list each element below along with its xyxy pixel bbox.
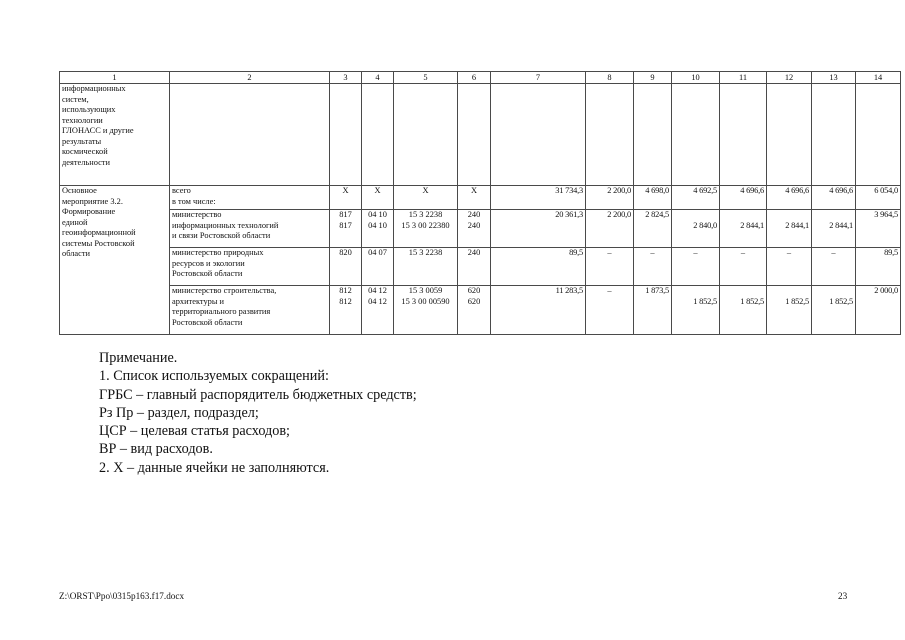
amount-cell: 2 844,1	[720, 210, 767, 248]
amount-cell: –	[812, 248, 856, 286]
notes-block	[99, 349, 417, 477]
amount-cell: 1 852,5	[720, 286, 767, 335]
column-number: 13	[812, 72, 856, 84]
amount-cell: 31 734,3	[491, 186, 586, 210]
column-number: 4	[362, 72, 394, 84]
amount-cell: 2 000,0	[856, 286, 901, 335]
amount-cell: 4 698,0	[634, 186, 672, 210]
grbs-cell: 820	[330, 248, 362, 286]
csr-cell: X	[394, 186, 458, 210]
amount-cell: 6 054,0	[856, 186, 901, 210]
column-number: 14	[856, 72, 901, 84]
table-row-total	[60, 186, 901, 210]
row-label: министерство информационных технологий и связи Ростовской области	[170, 210, 330, 248]
column-number: 6	[458, 72, 491, 84]
notes-item: ЦСР – целевая статья расходов;	[99, 423, 290, 440]
row-label: всего в том числе:	[170, 186, 330, 210]
row-label: министерство природных ресурсов и экологии Ростовской области	[170, 248, 330, 286]
grbs-cell: X	[330, 186, 362, 210]
vr-cell: 240 240	[458, 210, 491, 248]
amount-cell: –	[586, 248, 634, 286]
column-number: 5	[394, 72, 458, 84]
row-label: министерство строительства, архитектуры и территориального развития Ростовской области	[170, 286, 330, 335]
column-number: 1	[60, 72, 170, 84]
rzpr-cell: X	[362, 186, 394, 210]
amount-cell: 2 844,1	[812, 210, 856, 248]
column-number: 3	[330, 72, 362, 84]
amount-cell: 1 852,5	[812, 286, 856, 335]
column-number: 7	[491, 72, 586, 84]
amount-cell: –	[767, 248, 812, 286]
csr-cell: 15 3 2238 15 3 00 22380	[394, 210, 458, 248]
amount-cell: 2 200,0	[586, 186, 634, 210]
amount-cell: 2 824,5	[634, 210, 672, 248]
column-number: 12	[767, 72, 812, 84]
amount-cell: 20 361,3	[491, 210, 586, 248]
amount-cell: –	[586, 286, 634, 335]
notes-item: 1. Список используемых сокращений:	[99, 368, 329, 385]
notes-item: ВР – вид расходов.	[99, 441, 213, 458]
amount-cell: 1 852,5	[767, 286, 812, 335]
amount-cell: 4 696,6	[767, 186, 812, 210]
table-row-ministry-construction	[60, 286, 901, 335]
notes-item: 2. X – данные ячейки не заполняются.	[99, 459, 330, 476]
column-number: 8	[586, 72, 634, 84]
amount-cell: 4 696,6	[812, 186, 856, 210]
notes-item: ГРБС – главный распорядитель бюджетных средств;	[99, 386, 417, 403]
amount-cell: 2 200,0	[586, 210, 634, 248]
page-number: 23	[838, 591, 848, 601]
amount-cell: 11 283,5	[491, 286, 586, 335]
vr-cell: 620 620	[458, 286, 491, 335]
grbs-cell: 812 812	[330, 286, 362, 335]
rzpr-cell: 04 12 04 12	[362, 286, 394, 335]
csr-cell: 15 3 0059 15 3 00 00590	[394, 286, 458, 335]
amount-cell: –	[634, 248, 672, 286]
column-number: 10	[672, 72, 720, 84]
column-number-row	[60, 72, 901, 84]
amount-cell: –	[672, 248, 720, 286]
amount-cell: 4 696,6	[720, 186, 767, 210]
program-name-continued: информационных систем, использующих технологии ГЛОНАСС и другие результаты космической деятельности	[60, 84, 170, 186]
amount-cell: 2 844,1	[767, 210, 812, 248]
column-number: 9	[634, 72, 672, 84]
amount-cell: –	[720, 248, 767, 286]
column-number: 2	[170, 72, 330, 84]
vr-cell: X	[458, 186, 491, 210]
notes-item: Рз Пр – раздел, подраздел;	[99, 404, 259, 421]
amount-cell: 89,5	[491, 248, 586, 286]
grbs-cell: 817 817	[330, 210, 362, 248]
activity-name: Основное мероприятие 3.2. Формирование единой геоинформационной системы Ростовской области	[60, 186, 170, 335]
continued-row	[60, 84, 901, 186]
amount-cell: 2 840,0	[672, 210, 720, 248]
amount-cell: 89,5	[856, 248, 901, 286]
table-row-ministry-nature	[60, 248, 901, 286]
vr-cell: 240	[458, 248, 491, 286]
table-row-ministry-it	[60, 210, 901, 248]
amount-cell: 4 692,5	[672, 186, 720, 210]
rzpr-cell: 04 10 04 10	[362, 210, 394, 248]
csr-cell: 15 3 2238	[394, 248, 458, 286]
notes-heading: Примечание.	[99, 350, 178, 366]
amount-cell: 3 964,5	[856, 210, 901, 248]
amount-cell: 1 873,5	[634, 286, 672, 335]
rzpr-cell: 04 07	[362, 248, 394, 286]
budget-table	[59, 71, 901, 335]
column-number: 11	[720, 72, 767, 84]
footer-file-path: Z:\ORST\Ppo\0315p163.f17.docx	[59, 591, 185, 601]
amount-cell: 1 852,5	[672, 286, 720, 335]
